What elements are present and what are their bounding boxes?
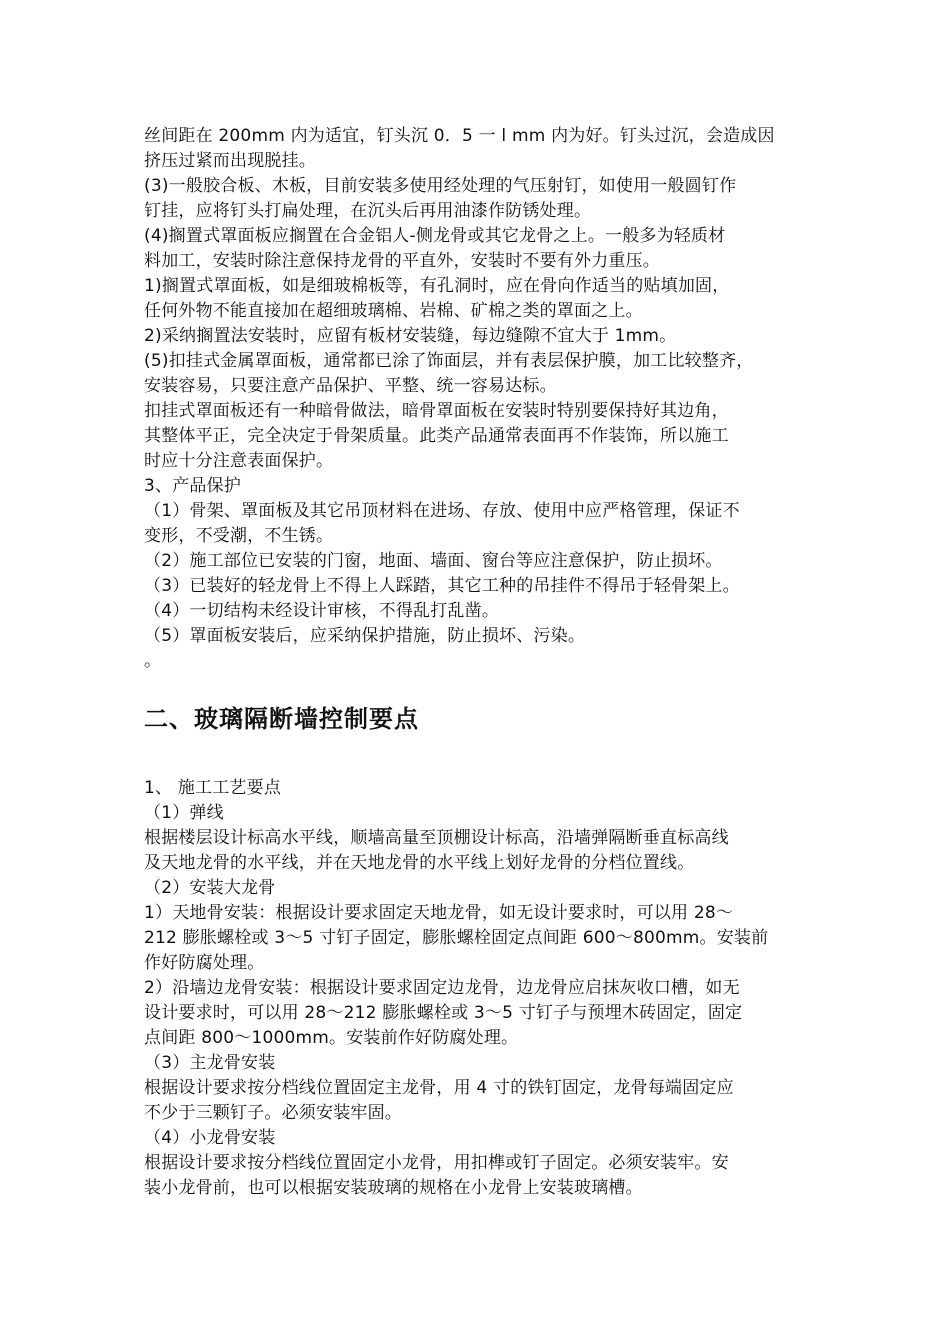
text-line: 作好防腐处理。 bbox=[144, 953, 265, 973]
text-line: 根据设计要求按分档线位置固定主龙骨，用 4 寸的铁钉固定，龙骨每端固定应 bbox=[144, 1078, 734, 1098]
text-line: （4）小龙骨安装 bbox=[144, 1128, 276, 1148]
text-line: 料加工，安装时除注意保持龙骨的平直外，安装时不要有外力重压。 bbox=[144, 251, 660, 271]
text-line: 设计要求时，可以用 28～212 膨胀螺栓或 3～5 寸钉子与预埋木砖固定，固定 bbox=[144, 1003, 743, 1023]
text-line: 1)搁置式罩面板，如是细玻棉板等，有孔洞时，应在骨向作适当的贴填加固， bbox=[144, 276, 730, 296]
text-line: （2）施工部位已安装的门窗，地面、墙面、窗台等应注意保护，防止损坏。 bbox=[144, 551, 723, 571]
text-line: (5)扣挂式金属罩面板，通常都已涂了饰面层，并有表层保护膜，加工比较整齐， bbox=[144, 351, 754, 371]
text-line: （1）骨架、罩面板及其它吊顶材料在进场、存放、使用中应严格管理，保证不 bbox=[144, 501, 740, 521]
text-line: 点间距 800～1000mm。安装前作好防腐处理。 bbox=[144, 1028, 519, 1048]
text-line: 丝间距在 200mm 内为适宜，钉头沉 0．5 一 l mm 内为好。钉头过沉，会造成因 bbox=[144, 126, 775, 146]
part2-body bbox=[144, 776, 814, 1201]
text-line: 及天地龙骨的水平线，并在天地龙骨的水平线上划好龙骨的分档位置线。 bbox=[144, 853, 695, 873]
text-line: 安装容易，只要注意产品保护、平整、统一容易达标。 bbox=[144, 376, 557, 396]
text-line: 根据设计要求按分档线位置固定小龙骨，用扣榫或钉子固定。必须安装牢。安 bbox=[144, 1153, 729, 1173]
document-page bbox=[144, 124, 814, 1201]
text-line: 时应十分注意表面保护。 bbox=[144, 451, 334, 471]
spacer bbox=[144, 739, 814, 776]
section-heading: 二、玻璃隔断墙控制要点 bbox=[144, 705, 419, 733]
text-line: 扣挂式罩面板还有一种暗骨做法，暗骨罩面板在安装时特别要保持好其边角， bbox=[144, 401, 729, 421]
text-line: （1）弹线 bbox=[144, 803, 224, 823]
text-line: 挤压过紧而出现脱挂。 bbox=[144, 151, 316, 171]
text-line: 。 bbox=[144, 651, 162, 671]
text-line: 2)采纳搁置法安装时，应留有板材安装缝，每边缝隙不宜大于 1mm。 bbox=[144, 326, 677, 346]
text-line: 任何外物不能直接加在超细玻璃棉、岩棉、矿棉之类的罩面之上。 bbox=[144, 301, 643, 321]
text-line: (4)搁置式罩面板应搁置在合金铝人-侧龙骨或其它龙骨之上。一般多为轻质材 bbox=[144, 226, 726, 246]
text-line: （3）已装好的轻龙骨上不得上人踩踏，其它工种的吊挂件不得吊于轻骨架上。 bbox=[144, 576, 740, 596]
text-line: 1）天地骨安装：根据设计要求固定天地龙骨，如无设计要求时，可以用 28～ bbox=[144, 903, 734, 923]
section-subheading: 1、 施工工艺要点 bbox=[144, 778, 282, 798]
text-line: 不少于三颗钉子。必须安装牢固。 bbox=[144, 1103, 402, 1123]
text-line: 变形，不受潮，不生锈。 bbox=[144, 526, 334, 546]
text-line: 212 膨胀螺栓或 3～5 寸钉子固定，膨胀螺栓固定点间距 600～800mm。安装前 bbox=[144, 928, 769, 948]
text-line: （5）罩面板安装后，应采纳保护措施，防止损坏、污染。 bbox=[144, 626, 586, 646]
text-line: （4）一切结构未经设计审核，不得乱打乱凿。 bbox=[144, 601, 500, 621]
text-line: (3)一般胶合板、木板，目前安装多使用经处理的气压射钉，如使用一般圆钉作 bbox=[144, 176, 737, 196]
text-line: （2）安装大龙骨 bbox=[144, 878, 276, 898]
text-line: 其整体平正，完全决定于骨架质量。此类产品通常表面再不作装饰，所以施工 bbox=[144, 426, 729, 446]
text-line: 2）沿墙边龙骨安装：根据设计要求固定边龙骨，边龙骨应启抹灰收口槽，如无 bbox=[144, 978, 740, 998]
section-subheading: 3、产品保护 bbox=[144, 476, 242, 496]
text-line: 钉挂，应将钉头打扁处理，在沉头后再用油漆作防锈处理。 bbox=[144, 201, 592, 221]
text-line: （3）主龙骨安装 bbox=[144, 1053, 276, 1073]
text-line: 装小龙骨前，也可以根据安装玻璃的规格在小龙骨上安装玻璃槽。 bbox=[144, 1178, 643, 1198]
text-line: 根据楼层设计标高水平线，顺墙高量至顶棚设计标高，沿墙弹隔断垂直标高线 bbox=[144, 828, 729, 848]
part1-body bbox=[144, 124, 814, 674]
